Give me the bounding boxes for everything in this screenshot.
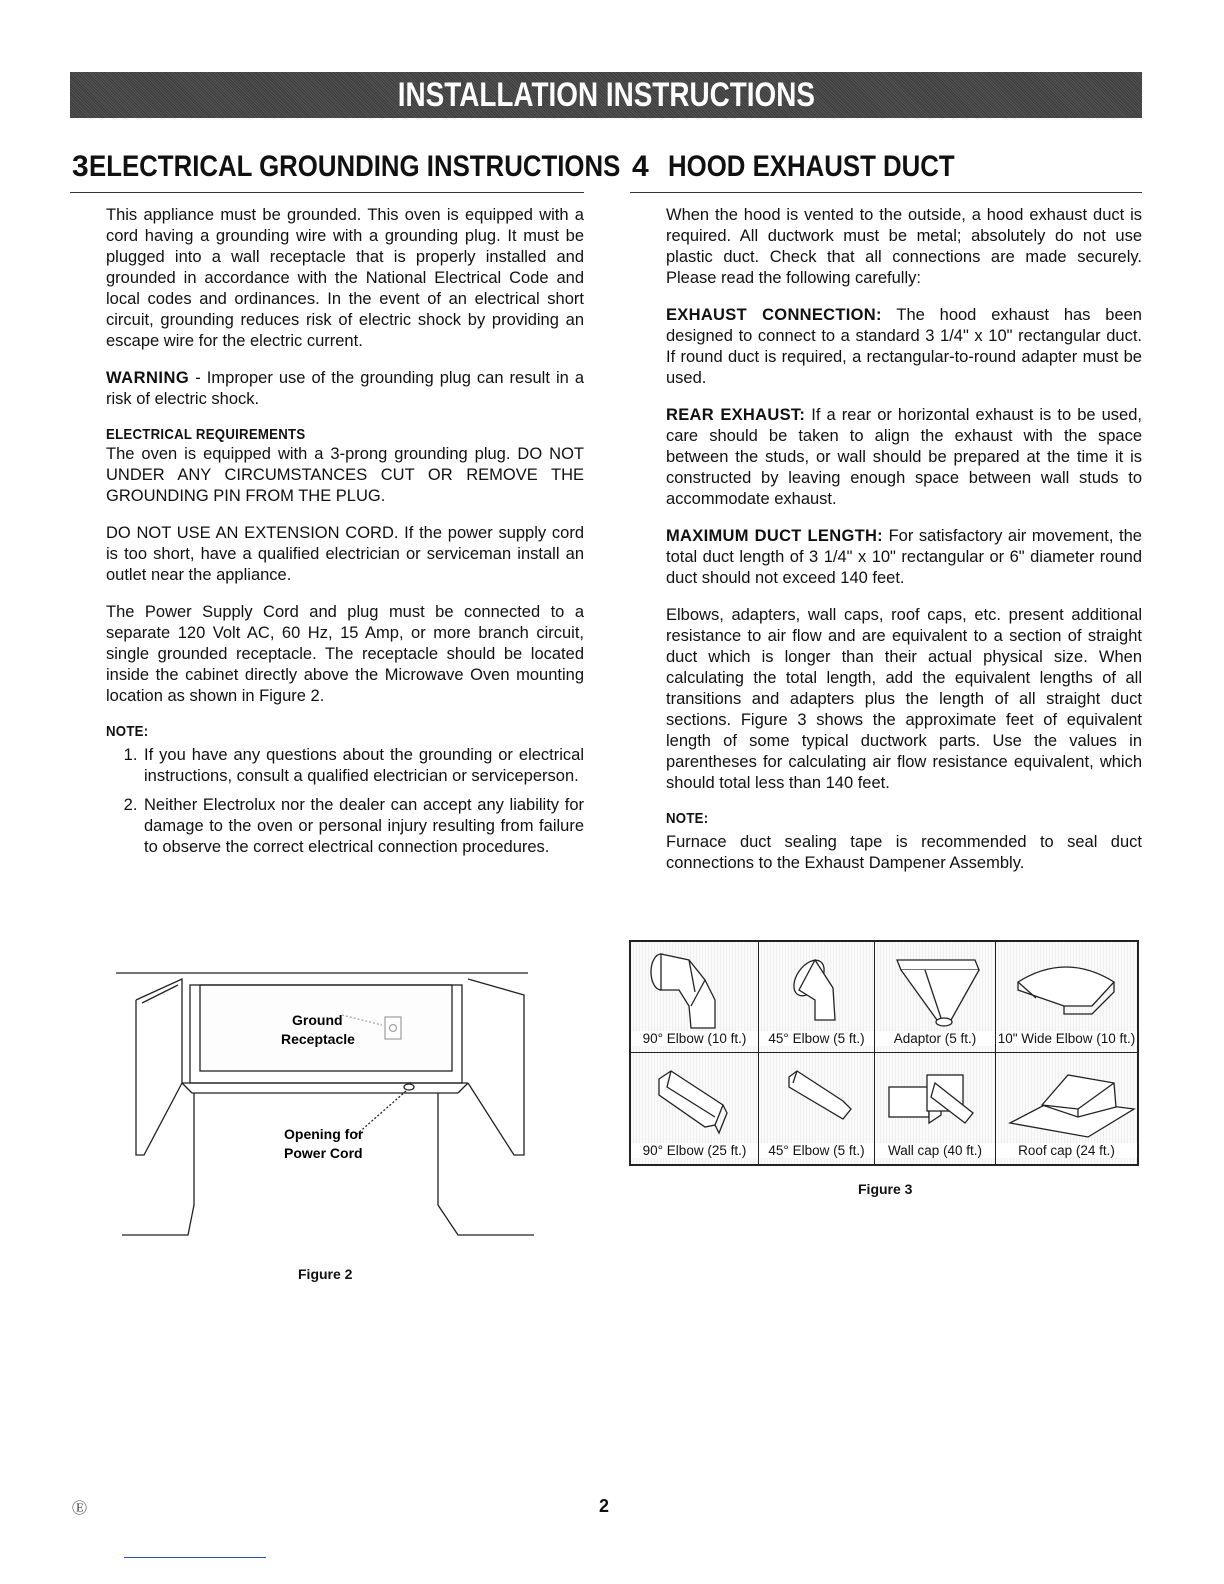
footer-divider	[124, 1557, 266, 1558]
duct-part-label: 90° Elbow (25 ft.)	[631, 1143, 758, 1158]
note-heading-right: NOTE:	[666, 810, 709, 827]
figure-2-illustration	[116, 965, 536, 1245]
figure-3-duct-parts-grid	[629, 940, 1139, 1166]
section-4-title: HOOD EXHAUST DUCT	[668, 150, 955, 183]
duct-part-label: Adaptor (5 ft.)	[875, 1031, 995, 1046]
section-4-number: 4	[632, 150, 649, 183]
language-mark-icon: Ⓔ	[72, 1500, 88, 1517]
note-text-right: Furnace duct sealing tape is recommended to seal duct connections to the Exhaust Dampener Assembly.	[666, 833, 1142, 872]
roof-cap-icon	[996, 1053, 1141, 1143]
warning-text: - Improper use of the grounding plug can result in a risk of electric shock.	[106, 369, 584, 408]
electrical-requirements-text: The oven is equipped with a 3-prong grounding plug. DO NOT UNDER ANY CIRCUMSTANCES CUT OR REMOVE THE GROUNDING PIN FROM THE PLUG.	[106, 445, 584, 505]
wall-cap-icon	[875, 1053, 996, 1143]
cabinet-drawing	[116, 965, 536, 1245]
section-3-title: ELECTRICAL GROUNDING INSTRUCTIONS	[88, 150, 620, 183]
duct-part-cell	[759, 942, 875, 1053]
section-hood-exhaust-duct	[630, 150, 1142, 890]
exhaust-connection-paragraph	[666, 305, 1142, 389]
adaptor-icon	[875, 942, 996, 1032]
note-heading-left: NOTE:	[106, 723, 149, 740]
exhaust-connection-text: The hood exhaust has been designed to connect to a standard 3 1/4" x 10" rectangular duct. If round duct is required, a rectangular-to-round adapter must be used.	[666, 306, 1142, 387]
power-cord-paragraph: The Power Supply Cord and plug must be connected to a separate 120 Volt AC, 60 Hz, 15 Amp, or more branch circuit, single grounded receptacle. The receptacle should be located inside the cabinet directly above the Microwave Oven mounting location as shown in Figure 2.	[106, 603, 584, 705]
duct-part-label: Roof cap (24 ft.)	[996, 1143, 1137, 1158]
duct-part-label: 45° Elbow (5 ft.)	[759, 1143, 874, 1158]
list-item: 1. If you have any questions about the grounding or electrical instructions, consult a qualified electrician or serviceperson.	[142, 745, 584, 787]
banner-title: INSTALLATION INSTRUCTIONS	[397, 75, 815, 114]
max-duct-length-text: For satisfactory air movement, the total duct length of 3 1/4" x 10" rectangular or 6" diameter round duct should not exceed 140 feet.	[666, 527, 1142, 587]
section-3-heading	[70, 150, 620, 193]
opening-label-line1: Opening for	[284, 1126, 364, 1142]
wide-elbow-icon	[996, 942, 1141, 1032]
electrical-requirements-heading: ELECTRICAL REQUIREMENTS	[106, 426, 306, 443]
note-list	[106, 745, 584, 858]
duct-part-label: Wall cap (40 ft.)	[875, 1143, 995, 1158]
warning-paragraph	[106, 368, 584, 410]
exhaust-connection-label: EXHAUST CONNECTION:	[666, 306, 882, 324]
ground-label-line2: Receptacle	[281, 1031, 355, 1047]
duct-part-cell	[875, 1053, 996, 1164]
max-duct-length-paragraph	[666, 526, 1142, 589]
section-electrical-grounding	[70, 150, 620, 866]
duct-part-cell	[996, 942, 1137, 1053]
extension-cord-paragraph: DO NOT USE AN EXTENSION CORD. If the power supply cord is too short, have a qualified electrician or serviceman install an outlet near the appliance.	[106, 524, 584, 584]
page-banner	[70, 72, 1142, 118]
elbow-90-icon	[631, 942, 759, 1032]
duct-part-label: 45° Elbow (5 ft.)	[759, 1031, 874, 1046]
elbow-45-flat-icon	[759, 1053, 875, 1143]
elbow-90-flat-icon	[631, 1053, 759, 1143]
elbow-45-icon	[759, 942, 875, 1032]
section-3-number: 3	[72, 150, 89, 183]
opening-label-line2: Power Cord	[284, 1145, 363, 1161]
section-4-heading	[630, 150, 1142, 193]
duct-part-cell	[759, 1053, 875, 1164]
max-duct-length-label: MAXIMUM DUCT LENGTH:	[666, 527, 883, 545]
ground-label-line1: Ground	[292, 1012, 343, 1028]
figure-2-caption: Figure 2	[298, 1266, 353, 1282]
rear-exhaust-paragraph	[666, 405, 1142, 510]
duct-part-cell	[996, 1053, 1137, 1164]
page-number: 2	[599, 1496, 610, 1516]
duct-part-cell	[875, 942, 996, 1053]
duct-part-label: 10" Wide Elbow (10 ft.)	[997, 1031, 1136, 1046]
warning-label: WARNING	[106, 369, 190, 387]
duct-part-cell	[631, 942, 759, 1053]
hood-intro-paragraph: When the hood is vented to the outside, a hood exhaust duct is required. All ductwork must be metal; absolutely do not use plastic duct. Check that all connections are made securely. Please read the following carefully:	[666, 206, 1142, 287]
figure-3-caption: Figure 3	[858, 1181, 913, 1197]
rear-exhaust-label: REAR EXHAUST:	[666, 406, 806, 424]
elbows-paragraph: Elbows, adapters, wall caps, roof caps, etc. present additional resistance to air flow and are equivalent to a section of straight duct which is longer than their actual physical size. When calculating the total length, add the equivalent lengths of all transitions and adapters plus the length of all straight duct sections. Figure 3 shows the approximate feet of equivalent length of some typical ductwork parts. Use the values in parentheses for calculating air flow resistance equivalent, which should total less than 140 feet.	[666, 606, 1142, 792]
grounding-paragraph: This appliance must be grounded. This oven is equipped with a cord having a grounding wire with a grounding plug. It must be plugged into a wall receptacle that is properly installed and grounded in accordance with the National Electrical Code and local codes and ordinances. In the event of an electrical short circuit, grounding reduces risk of electric shock by providing an escape wire for the electric current.	[106, 206, 584, 350]
duct-part-label: 90° Elbow (10 ft.)	[631, 1031, 758, 1046]
list-item: 2. Neither Electrolux nor the dealer can accept any liability for damage to the oven or personal injury resulting from failure to observe the correct electrical connection procedures.	[142, 795, 584, 858]
rear-exhaust-text: If a rear or horizontal exhaust is to be used, care should be taken to align the exhaust with the space between the studs, or wall should be prepared at the time it is constructed by leaving enough space between wall studs to accommodate exhaust.	[666, 406, 1142, 508]
duct-part-cell	[631, 1053, 759, 1164]
